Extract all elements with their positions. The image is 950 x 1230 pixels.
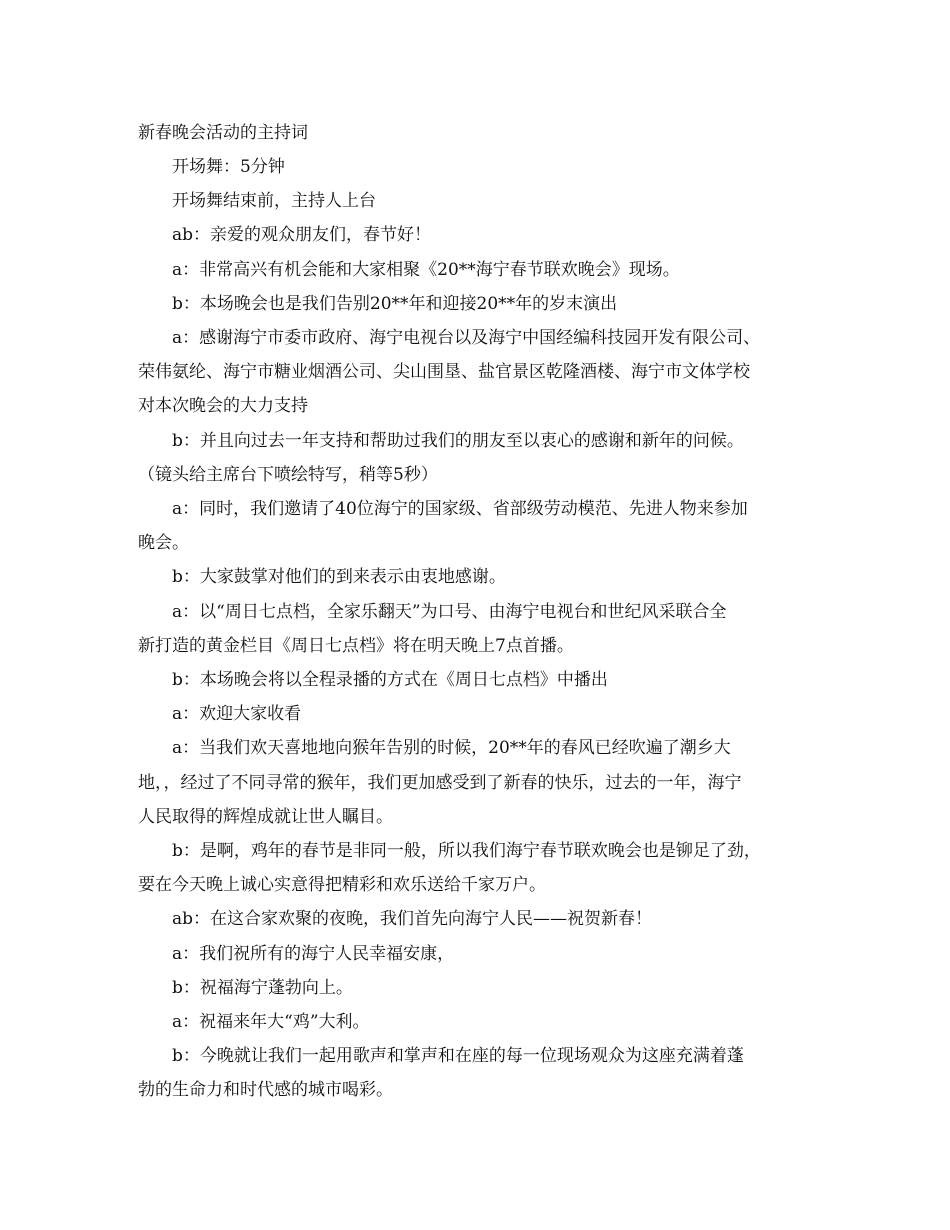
paragraph [138, 184, 838, 218]
text-line: 开场舞：5分钟 [172, 157, 285, 177]
paragraph [138, 595, 838, 663]
text-line: b：本场晚会将以全程录播的方式在《周日七点档》中播出 [172, 670, 608, 691]
text-line: 新打造的黄金栏目《周日七点档》将在明天晚上7点首播。 [138, 635, 574, 656]
paragraph [138, 150, 838, 184]
text-line: a：感谢海宁市委市政府、海宁电视台以及海宁中国经编科技园开发有限公司、 [172, 328, 761, 349]
paragraph [138, 663, 838, 697]
text-line: 地，，经过了不同寻常的猴年，我们更加感受到了新春的快乐，过去的一年，海宁 [138, 772, 742, 793]
text-line: 要在今天晚上诚心实意得把精彩和欢乐送给千家万户。 [138, 875, 546, 896]
paragraph [138, 424, 838, 458]
text-line: 荣伟氨纶、海宁市糖业烟酒公司、尖山围垦、盐官景区乾隆酒楼、海宁市文体学校 [138, 362, 750, 383]
text-line: 勃的生命力和时代感的城市喝彩。 [138, 1080, 393, 1101]
text-line: b：祝福海宁蓬勃向上。 [172, 977, 353, 998]
text-line: 晚会。 [138, 533, 189, 554]
text-line: a：同时，我们邀请了40位海宁的国家级、省部级劳动模范、先进人物来参加 [172, 499, 748, 520]
text-line: a：我们祝所有的海宁人民幸福安康， [172, 943, 455, 964]
paragraph [138, 937, 838, 971]
paragraph [138, 253, 838, 287]
text-line: b：本场晚会也是我们告别20**年和迎接20**年的岁末演出 [172, 293, 618, 314]
paragraph [138, 834, 838, 902]
text-line: 人民取得的辉煌成就让世人瞩目。 [138, 806, 393, 827]
text-line: a：当我们欢天喜地地向猴年告别的时候，20**年的春风已经吹遍了潮乡大 [172, 738, 731, 759]
paragraph [138, 560, 838, 594]
paragraph [138, 1005, 838, 1039]
paragraph [138, 492, 838, 560]
text-line: b：是啊，鸡年的春节是非同一般，所以我们海宁春节联欢晚会也是铆足了劲， [172, 841, 761, 862]
text-line: a：以“周日七点档，全家乐翻天”为口号、由海宁电视台和世纪风采联合全 [172, 601, 727, 622]
document-title: 新春晚会活动的主持词 [138, 123, 308, 143]
paragraph [138, 218, 838, 252]
paragraph [138, 321, 838, 424]
text-line: b：今晚就让我们一起用歌声和掌声和在座的每一位现场观众为这座充满着蓬 [172, 1046, 744, 1067]
text-line: 对本次晚会的大力支持 [138, 396, 308, 417]
text-line: a：祝福来年大“鸡”大利。 [172, 1012, 370, 1033]
text-line: a：非常高兴有机会能和大家相聚《20**海宁春节联欢晚会》现场。 [172, 259, 680, 280]
text-line: b：大家鼓掌对他们的到来表示由衷地感谢。 [172, 567, 506, 588]
paragraph [138, 697, 838, 731]
paragraph [138, 971, 838, 1005]
text-line: ab：在这合家欢聚的夜晚，我们首先向海宁人民——祝贺新春！ [172, 909, 653, 930]
text-line: 开场舞结束前，主持人上台 [172, 191, 376, 212]
text-line: b：并且向过去一年支持和帮助过我们的朋友至以衷心的感谢和新年的问候。 [172, 430, 744, 451]
paragraph [138, 902, 838, 936]
stage-direction [138, 458, 838, 492]
paragraph [138, 1039, 838, 1107]
paragraph [138, 731, 838, 834]
document-body [138, 116, 838, 1108]
text-line: a：欢迎大家收看 [172, 704, 302, 725]
text-line: （镜头给主席台下喷绘特写，稍等5秒） [138, 464, 438, 485]
text-line: ab：亲爱的观众朋友们，春节好！ [172, 225, 432, 246]
paragraph [138, 287, 838, 321]
